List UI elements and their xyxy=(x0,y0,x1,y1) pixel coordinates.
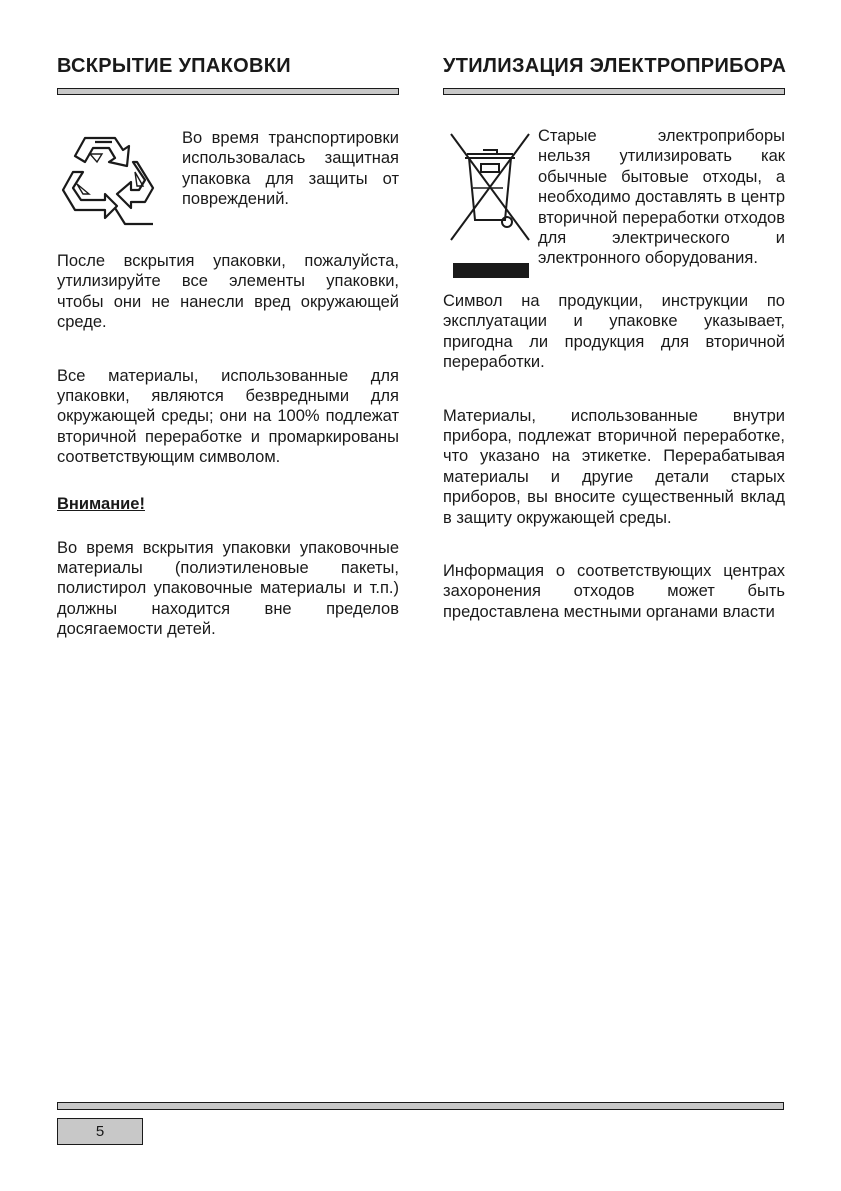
heading-rule xyxy=(57,88,399,95)
heading-rule xyxy=(443,88,785,95)
paragraph-children-warning: Во время вскрытия упаковки упаковочные материалы (полиэтиленовые пакеты, полистирол упаковочные материалы и т.п.) должны находится вне пределов досягаемости детей. xyxy=(57,538,399,639)
paragraph-materials-recycling: Материалы, использованные внутри прибора, подлежат вторичной переработке, что указано на этикетке. Перерабатывая материалы и другие детали старых приборов, вы вносите существенный вклад в защиту окружающей среды. xyxy=(443,406,785,527)
paragraph-materials: Все материалы, использованные для упаковки, являются безвредными для окружающей среды; они на 100% подлежат вторичной переработке и промаркированы соответствующим символом. xyxy=(57,366,399,467)
right-column xyxy=(443,54,785,622)
intro-text: Старые электроприборы нельзя утилизировать как обычные бытовые отходы, а необходимо доставлять в центр вторичной переработки отходов для электрического и электронного оборудования. xyxy=(538,127,785,268)
intro-block xyxy=(443,128,785,273)
paragraph-information: Информация о соответствующих центрах захоронения отходов может быть предоставлена местными органами власти xyxy=(443,562,785,621)
footer-rule xyxy=(57,1102,784,1110)
heading-unpacking: ВСКРЫТИЕ УПАКОВКИ xyxy=(57,55,291,77)
paragraph-symbol: Символ на продукции, инструкции по эксплуатации и упаковке указывает, пригодна ли продукция для вторичной переработки. xyxy=(443,292,785,372)
warning-label: Внимание! xyxy=(57,494,145,513)
crossed-bin-icon xyxy=(443,128,535,283)
intro-block xyxy=(57,128,399,218)
intro-text: Во время транспортировки использовалась защитная упаковка для защиты от повреждений. xyxy=(182,129,399,209)
recycle-icon xyxy=(57,128,165,241)
left-column xyxy=(57,54,399,640)
heading-disposal: УТИЛИЗАЦИЯ ЭЛЕКТРОПРИБОРА xyxy=(443,55,787,77)
page-number: 5 xyxy=(57,1118,143,1145)
paragraph-after-unpacking: После вскрытия упаковки, пожалуйста, утилизируйте все элементы упаковки, чтобы они не нанесли вред окружающей среде. xyxy=(57,252,399,332)
